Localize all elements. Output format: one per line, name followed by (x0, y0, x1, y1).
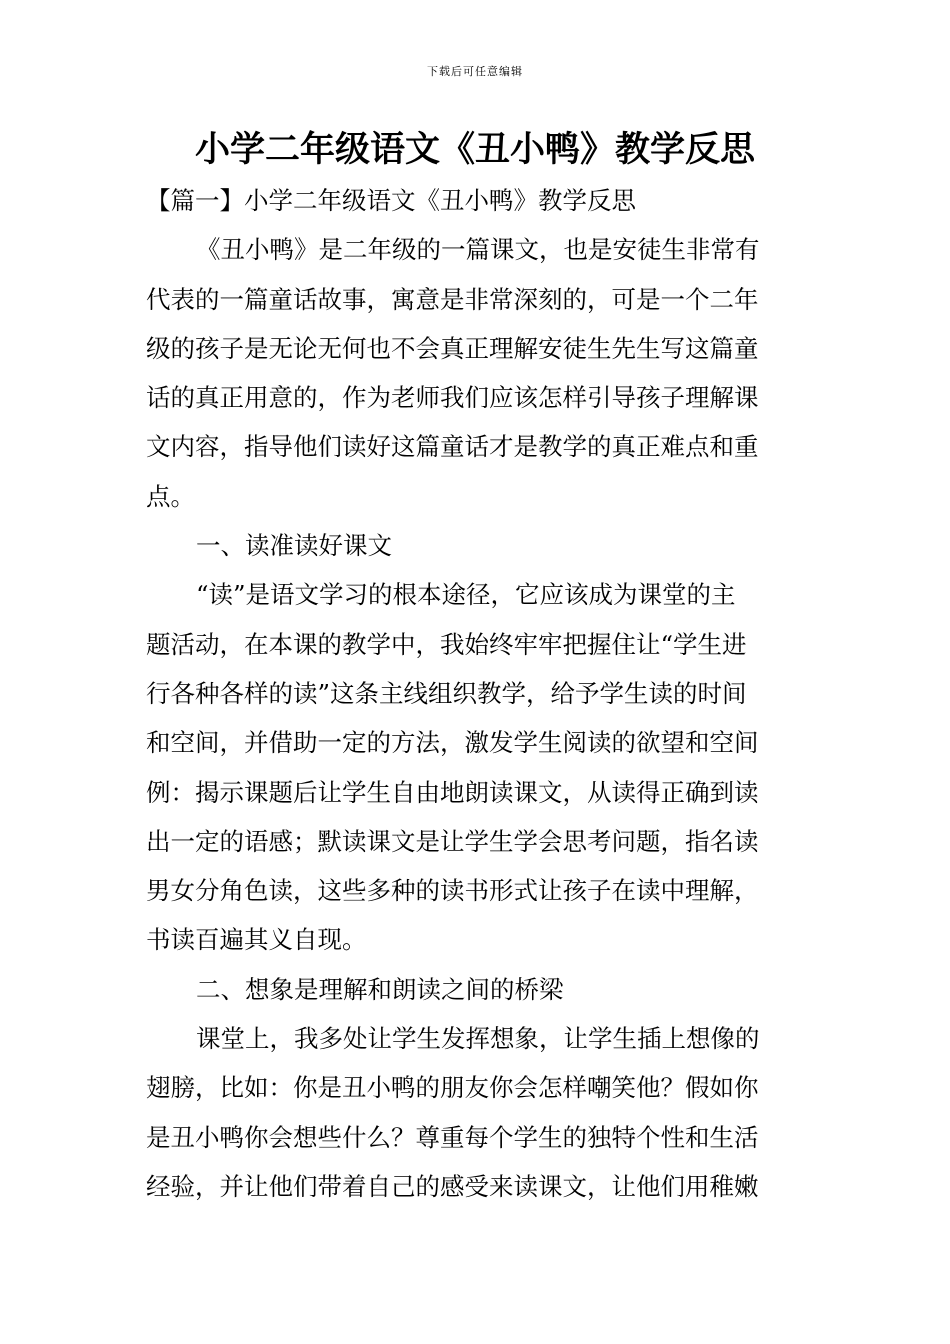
heading-two (146, 965, 808, 1014)
section-heading: 一、读准读好课文 (196, 531, 392, 561)
paragraph-line: 经验，并让他们带着自己的感受来读课文，让他们用稚嫩 (146, 1171, 759, 1201)
heading-one (146, 521, 808, 570)
paragraph-line: 《丑小鸭》是二年级的一篇课文，也是安徒生非常有 (196, 235, 760, 265)
paragraph-line: 行各种各样的读”这条主线组织教学，给予学生读的时间 (146, 678, 747, 708)
section-heading: 二、想象是理解和朗读之间的桥梁 (196, 974, 564, 1004)
header-note: 下载后可任意编辑 (427, 65, 523, 78)
paragraph-line: 题活动，在本课的教学中，我始终牢牢把握住让“学生进 (146, 629, 747, 659)
paragraph-intro (146, 225, 808, 521)
paragraph-line: 代表的一篇童话故事，寓意是非常深刻的，可是一个二年 (146, 284, 759, 314)
document-body (146, 176, 808, 1211)
paragraph-line: 级的孩子是无论无何也不会真正理解安徒生先生写这篇童 (146, 333, 759, 363)
paragraph-line: 和空间，并借助一定的方法，激发学生阅读的欲望和空间 (146, 728, 759, 758)
paragraph-line: 点。 (146, 481, 195, 511)
paragraph-line: 文内容，指导他们读好这篇童话才是教学的真正难点和重 (146, 432, 759, 462)
paragraph-line: 男女分角色读，这些多种的读书形式让孩子在读中理解， (146, 876, 759, 906)
document-title: 小学二年级语文《丑小鸭》教学反思 (194, 130, 755, 170)
paragraph-line: 书读百遍其义自现。 (146, 925, 367, 955)
paragraph-line: 话的真正用意的，作为老师我们应该怎样引导孩子理解课 (146, 383, 759, 413)
paragraph-line: “读”是语文学习的根本途径，它应该成为课堂的主 (196, 580, 736, 610)
paragraph-line: 例：揭示课题后让学生自由地朗读课文，从读得正确到读 (146, 777, 759, 807)
paragraph-line: 是丑小鸭你会想些什么？尊重每个学生的独特个性和生活 (146, 1122, 759, 1152)
section-subheading: 【篇一】小学二年级语文《丑小鸭》教学反思 (146, 186, 636, 215)
paragraph-reading (146, 570, 808, 964)
paragraph-line: 课堂上，我多处让学生发挥想象，让学生插上想像的 (196, 1024, 760, 1054)
paragraph-imagination (146, 1014, 808, 1211)
paragraph-line: 出一定的语感；默读课文是让学生学会思考问题，指名读 (146, 826, 759, 856)
paragraph-line: 翅膀，比如：你是丑小鸭的朋友你会怎样嘲笑他？假如你 (146, 1073, 759, 1103)
